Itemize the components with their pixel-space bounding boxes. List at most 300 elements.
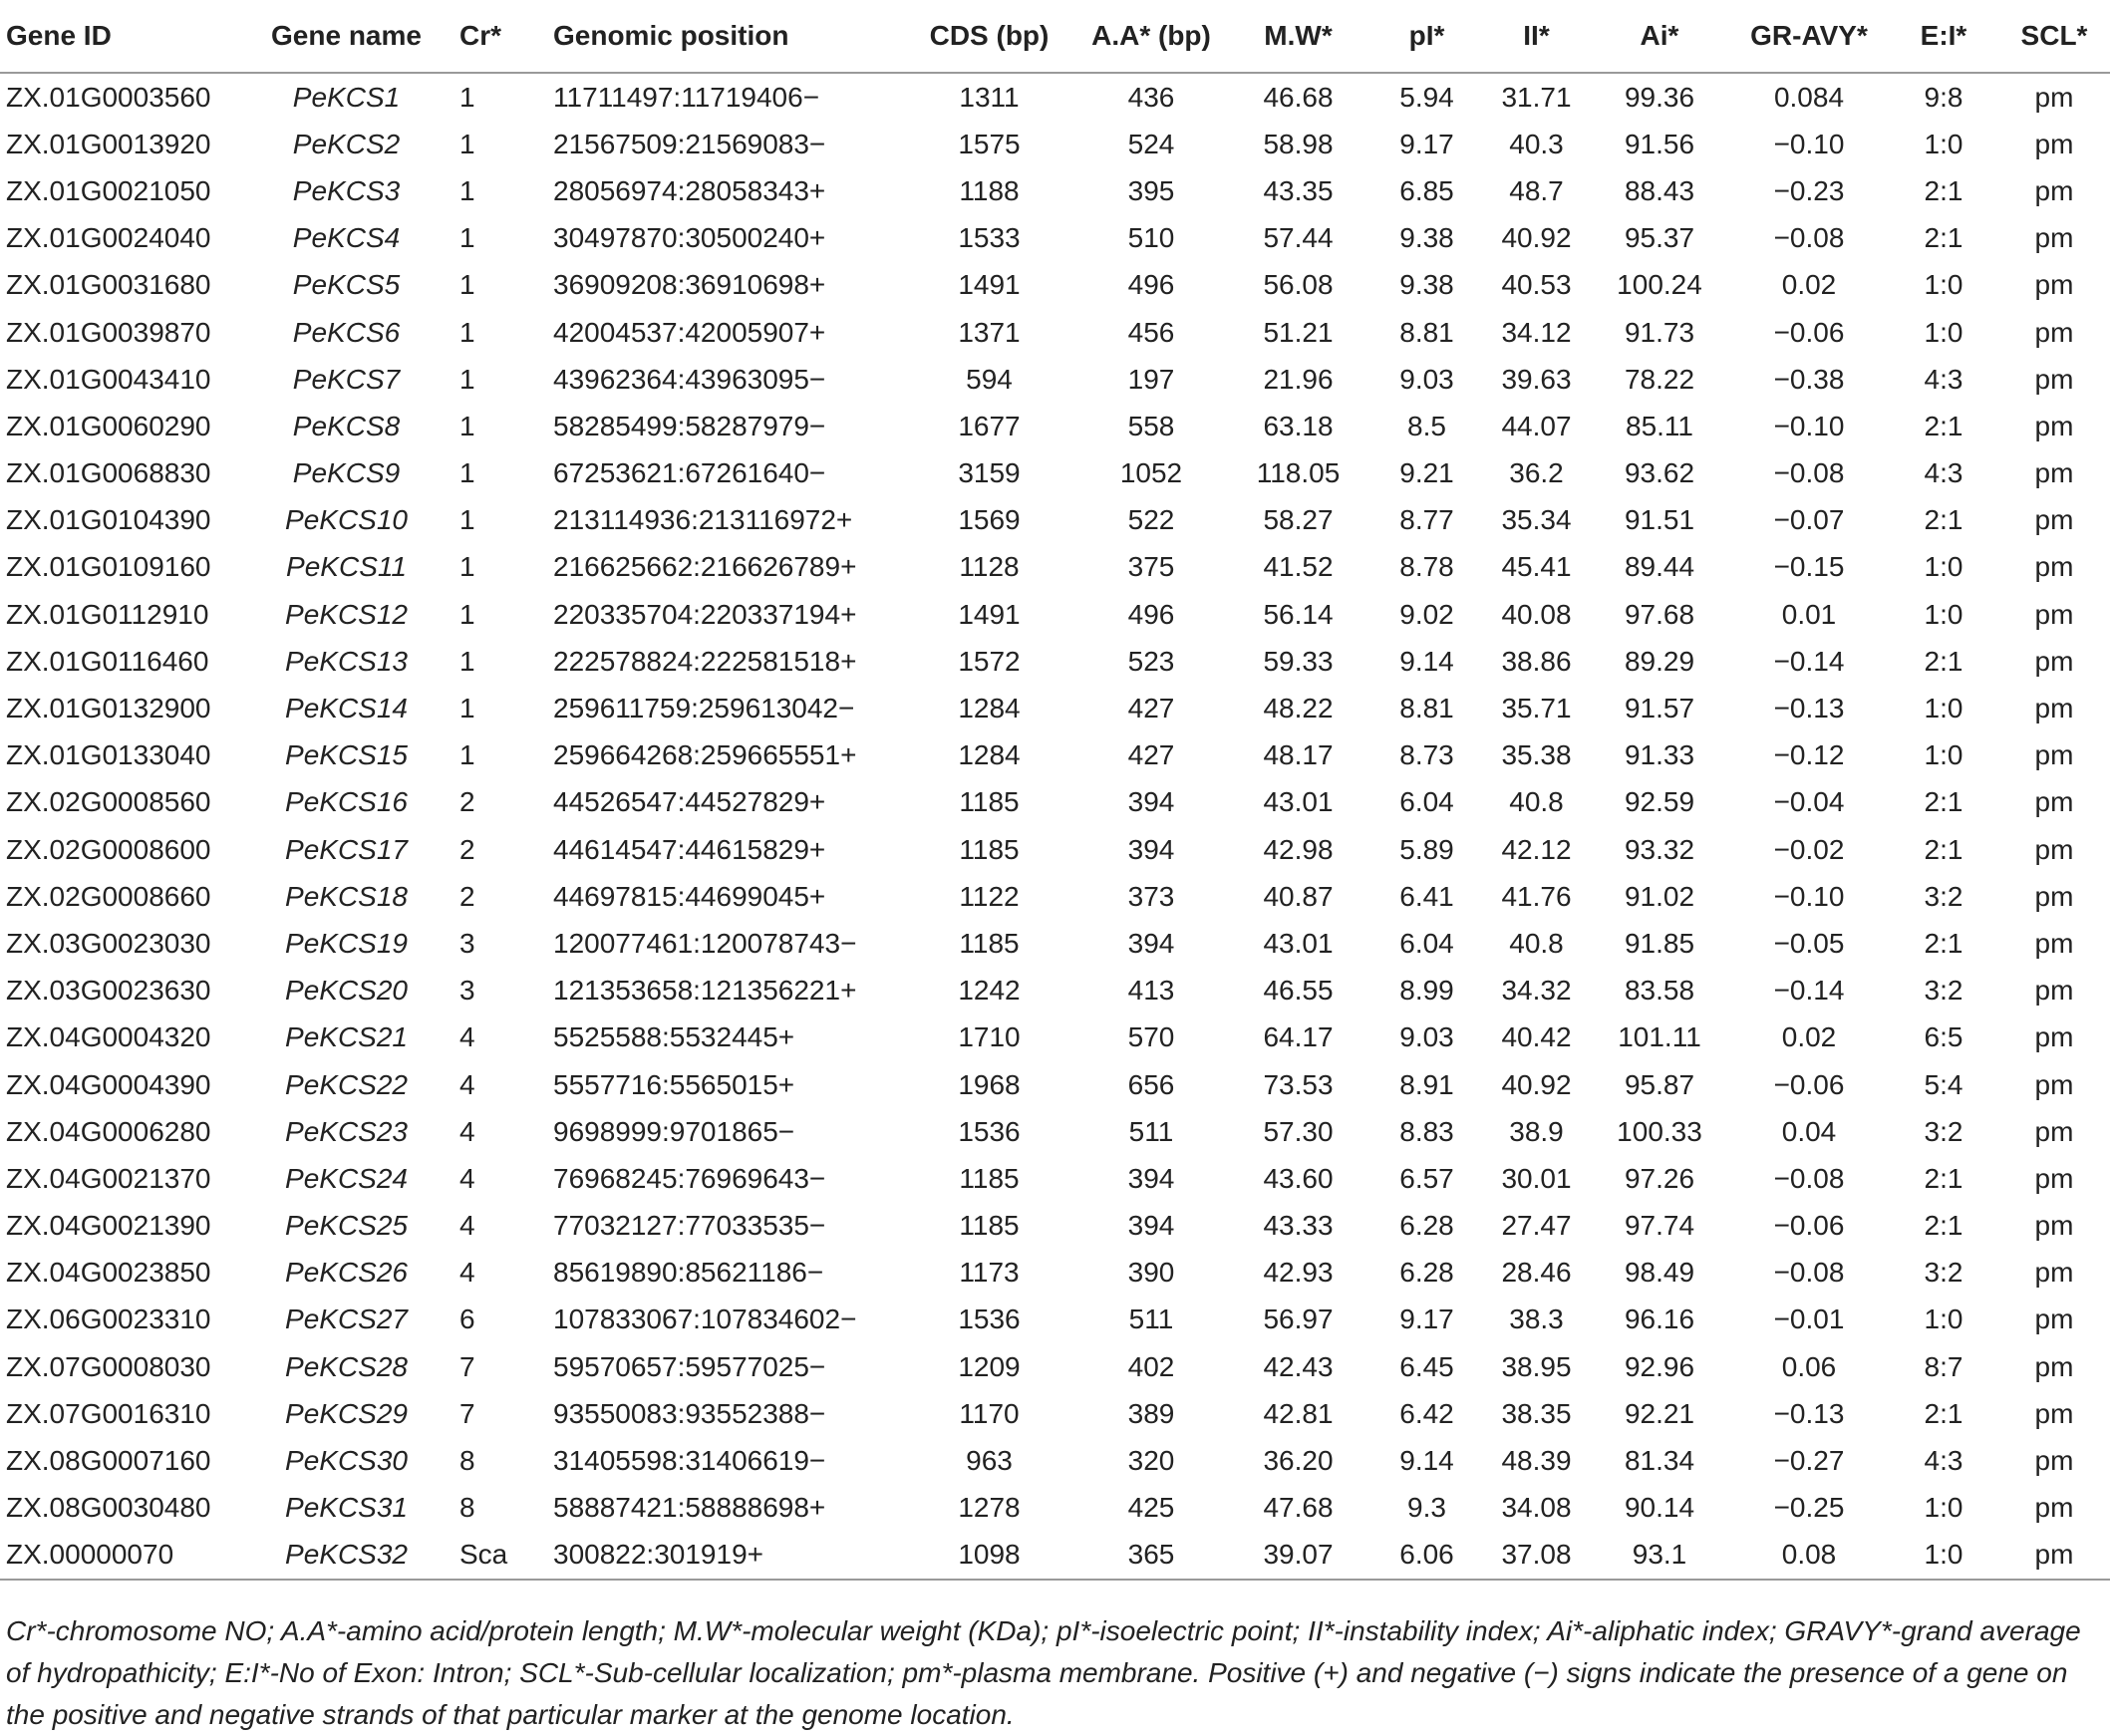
cell-gene-id: ZX.01G0068830 <box>6 457 211 489</box>
cell-molecular-weight: 47.68 <box>1263 1492 1334 1524</box>
cell-aliphatic-index: 92.96 <box>1624 1350 1695 1382</box>
cell-amino-acid: 394 <box>1127 1210 1175 1242</box>
cell-amino-acid: 511 <box>1128 1115 1174 1147</box>
cell-amino-acid: 425 <box>1127 1492 1175 1524</box>
cell-genomic-position: 5557716:5565015+ <box>553 1068 795 1100</box>
cell-exon-intron: 1:0 <box>1924 739 1963 771</box>
cell-gene-name: PeKCS20 <box>285 975 408 1007</box>
cell-chromosome: 4 <box>459 1068 475 1100</box>
cell-amino-acid: 427 <box>1127 693 1175 724</box>
column-header-pi: pI* <box>1370 0 1483 73</box>
cell-scl: pm <box>2034 739 2074 771</box>
cell-aliphatic-index: 91.56 <box>1624 128 1695 159</box>
cell-pi: 9.17 <box>1399 1303 1454 1335</box>
cell-chromosome: 6 <box>459 1303 475 1335</box>
cell-pi: 8.99 <box>1399 975 1454 1007</box>
cell-amino-acid: 496 <box>1127 598 1175 630</box>
cell-scl: pm <box>2034 1021 2074 1053</box>
cell-gravy: −0.06 <box>1773 1068 1845 1100</box>
cell-pi: 6.28 <box>1399 1257 1454 1289</box>
cell-genomic-position: 58285499:58287979− <box>553 410 826 441</box>
cell-instability-index: 40.08 <box>1501 598 1572 630</box>
cell-molecular-weight: 56.14 <box>1263 598 1334 630</box>
cell-gravy: −0.10 <box>1773 410 1845 441</box>
cell-gene-id: ZX.01G0060290 <box>6 410 211 441</box>
cell-cds: 1098 <box>902 1532 1076 1580</box>
cell-gravy: −0.08 <box>1773 1257 1845 1289</box>
cell-cds: 1968 <box>958 1068 1021 1100</box>
cell-gene-id: ZX.07G0008030 <box>6 1350 211 1382</box>
cell-scl: pm <box>2034 363 2074 395</box>
cell-exon-intron: 1:0 <box>1924 269 1963 301</box>
cell-gene-id: ZX.01G0024040 <box>6 222 211 254</box>
cell-pi: 9.38 <box>1399 222 1454 254</box>
cell-molecular-weight: 43.01 <box>1263 927 1334 959</box>
cell-instability-index: 40.53 <box>1501 269 1572 301</box>
table-row <box>0 450 2110 497</box>
column-header-chromosome: Cr* <box>453 0 553 73</box>
cell-chromosome: 2 <box>459 880 475 912</box>
cell-instability-index: 40.3 <box>1509 128 1564 159</box>
cell-cds: 1533 <box>958 222 1021 254</box>
cell-instability-index: 39.63 <box>1501 363 1572 395</box>
cell-gravy: −0.08 <box>1773 457 1845 489</box>
cell-gravy: −0.02 <box>1773 833 1845 865</box>
cell-pi: 9.17 <box>1399 128 1454 159</box>
cell-genomic-position: 222578824:222581518+ <box>553 645 857 677</box>
cell-chromosome: 2 <box>459 833 475 865</box>
cell-gene-id: ZX.04G0004320 <box>6 1021 211 1053</box>
cell-exon-intron: 1:0 <box>1924 316 1963 348</box>
cell-aliphatic-index: 99.36 <box>1624 81 1695 113</box>
table-row <box>0 685 2110 731</box>
cell-instability-index: 37.08 <box>1483 1532 1590 1580</box>
cell-genomic-position: 67253621:67261640− <box>553 457 826 489</box>
cell-pi: 8.78 <box>1399 551 1454 583</box>
cell-scl: pm <box>2034 927 2074 959</box>
cell-exon-intron: 3:2 <box>1924 1257 1963 1289</box>
cell-cds: 1209 <box>958 1350 1021 1382</box>
table-header-row <box>0 0 2110 73</box>
cell-instability-index: 38.95 <box>1501 1350 1572 1382</box>
cell-instability-index: 38.9 <box>1509 1115 1564 1147</box>
cell-aliphatic-index: 91.57 <box>1624 693 1695 724</box>
cell-aliphatic-index: 101.11 <box>1618 1021 1701 1053</box>
cell-cds: 1128 <box>959 551 1020 583</box>
cell-cds: 1284 <box>958 693 1021 724</box>
cell-genomic-position: 9698999:9701865− <box>553 1115 795 1147</box>
cell-chromosome: 1 <box>459 222 475 254</box>
cell-gene-id: ZX.03G0023630 <box>6 975 211 1007</box>
cell-aliphatic-index: 85.11 <box>1626 410 1693 441</box>
cell-amino-acid: 395 <box>1127 174 1175 206</box>
cell-aliphatic-index: 96.16 <box>1624 1303 1695 1335</box>
cell-cds: 1536 <box>958 1303 1021 1335</box>
cell-gravy: −0.06 <box>1773 1210 1845 1242</box>
cell-instability-index: 40.92 <box>1501 1068 1572 1100</box>
cell-gene-id: ZX.00000070 <box>0 1532 239 1580</box>
cell-exon-intron: 2:1 <box>1924 410 1963 441</box>
cell-genomic-position: 216625662:216626789+ <box>553 551 857 583</box>
cell-pi: 9.03 <box>1399 1021 1454 1053</box>
cell-instability-index: 45.41 <box>1501 551 1572 583</box>
cell-gravy: −0.25 <box>1773 1492 1845 1524</box>
cell-genomic-position: 21567509:21569083− <box>553 128 826 159</box>
cell-chromosome: 1 <box>459 174 475 206</box>
cell-molecular-weight: 48.17 <box>1263 739 1334 771</box>
cell-exon-intron: 3:2 <box>1924 975 1963 1007</box>
cell-exon-intron: 2:1 <box>1924 645 1963 677</box>
cell-molecular-weight: 43.60 <box>1263 1162 1334 1194</box>
cell-genomic-position: 77032127:77033535− <box>553 1210 826 1242</box>
cell-molecular-weight: 42.98 <box>1263 833 1334 865</box>
cell-gravy: −0.13 <box>1773 693 1845 724</box>
cell-pi: 6.04 <box>1399 927 1454 959</box>
cell-instability-index: 34.12 <box>1501 316 1572 348</box>
cell-gene-id: ZX.01G0104390 <box>6 504 211 536</box>
cell-gravy: −0.23 <box>1773 174 1845 206</box>
cell-aliphatic-index: 93.1 <box>1590 1532 1729 1580</box>
cell-amino-acid: 522 <box>1127 504 1175 536</box>
table-row <box>0 73 2110 121</box>
cell-genomic-position: 300822:301919+ <box>553 1532 902 1580</box>
cell-amino-acid: 394 <box>1127 1162 1175 1194</box>
column-header-exon-intron: E:I* <box>1889 0 1998 73</box>
cell-exon-intron: 4:3 <box>1924 363 1963 395</box>
cell-molecular-weight: 42.93 <box>1263 1257 1334 1289</box>
cell-amino-acid: 570 <box>1127 1021 1175 1053</box>
cell-instability-index: 27.47 <box>1501 1210 1572 1242</box>
cell-pi: 5.94 <box>1399 81 1454 113</box>
cell-amino-acid: 390 <box>1127 1257 1175 1289</box>
cell-cds: 1284 <box>958 739 1021 771</box>
cell-molecular-weight: 63.18 <box>1263 410 1334 441</box>
cell-genomic-position: 213114936:213116972+ <box>553 504 853 536</box>
cell-gene-name: PeKCS7 <box>292 363 401 395</box>
cell-instability-index: 31.71 <box>1501 81 1572 113</box>
cell-scl: pm <box>2034 410 2074 441</box>
cell-amino-acid: 511 <box>1128 1303 1174 1335</box>
cell-instability-index: 38.3 <box>1509 1303 1564 1335</box>
cell-gene-name: PeKCS29 <box>285 1397 408 1429</box>
cell-gravy: 0.08 <box>1729 1532 1889 1580</box>
table-row <box>0 403 2110 449</box>
table-row <box>0 262 2110 309</box>
cell-cds: 1185 <box>959 786 1020 818</box>
cell-scl: pm <box>2034 880 2074 912</box>
cell-scl: pm <box>2034 1397 2074 1429</box>
cell-gene-id: ZX.01G0039870 <box>6 316 211 348</box>
cell-exon-intron: 2:1 <box>1924 927 1963 959</box>
cell-amino-acid: 456 <box>1127 316 1175 348</box>
cell-gene-name: PeKCS6 <box>292 316 401 348</box>
cell-cds: 1491 <box>958 598 1021 630</box>
column-header-cds: CDS (bp) <box>902 0 1076 73</box>
cell-amino-acid: 373 <box>1127 880 1175 912</box>
cell-pi: 8.81 <box>1399 316 1454 348</box>
cell-instability-index: 48.7 <box>1509 174 1564 206</box>
cell-amino-acid: 365 <box>1076 1532 1226 1580</box>
cell-cds: 963 <box>966 1445 1013 1477</box>
cell-gene-id: ZX.01G0031680 <box>6 269 211 301</box>
table-row <box>0 497 2110 544</box>
cell-cds: 1185 <box>959 833 1020 865</box>
table-row <box>0 1250 2110 1297</box>
cell-gene-name: PeKCS28 <box>285 1350 408 1382</box>
cell-gene-id: ZX.04G0021370 <box>6 1162 211 1194</box>
cell-molecular-weight: 42.43 <box>1263 1350 1334 1382</box>
table-row <box>0 826 2110 873</box>
cell-cds: 1311 <box>959 81 1020 113</box>
table-row <box>0 1061 2110 1108</box>
cell-amino-acid: 320 <box>1127 1445 1175 1477</box>
cell-scl: pm <box>2034 645 2074 677</box>
cell-gene-id: ZX.08G0030480 <box>6 1492 211 1524</box>
cell-gravy: −0.08 <box>1773 1162 1845 1194</box>
table-row <box>0 1297 2110 1343</box>
cell-gravy: −0.10 <box>1773 128 1845 159</box>
cell-chromosome: 3 <box>459 975 475 1007</box>
cell-molecular-weight: 64.17 <box>1263 1021 1334 1053</box>
cell-cds: 1122 <box>959 880 1020 912</box>
cell-genomic-position: 44526547:44527829+ <box>553 786 826 818</box>
cell-genomic-position: 11711497:11719406− <box>553 81 820 113</box>
cell-pi: 9.02 <box>1399 598 1454 630</box>
cell-aliphatic-index: 95.87 <box>1624 1068 1695 1100</box>
cell-scl: pm <box>2034 174 2074 206</box>
cell-aliphatic-index: 92.21 <box>1624 1397 1695 1429</box>
cell-chromosome: 1 <box>459 457 475 489</box>
cell-molecular-weight: 46.68 <box>1263 81 1334 113</box>
cell-genomic-position: 93550083:93552388− <box>553 1397 826 1429</box>
cell-pi: 9.21 <box>1399 457 1454 489</box>
column-header-scl: SCL* <box>1998 0 2110 73</box>
cell-chromosome: 7 <box>459 1397 475 1429</box>
cell-gene-id: ZX.01G0112910 <box>6 598 209 630</box>
cell-instability-index: 41.76 <box>1501 880 1572 912</box>
table-row <box>0 873 2110 920</box>
cell-gene-name: PeKCS1 <box>292 81 401 113</box>
cell-instability-index: 40.8 <box>1509 786 1564 818</box>
cell-instability-index: 35.38 <box>1501 739 1572 771</box>
cell-amino-acid: 375 <box>1127 551 1175 583</box>
cell-chromosome: 8 <box>459 1492 475 1524</box>
cell-cds: 1371 <box>958 316 1021 348</box>
cell-genomic-position: 59570657:59577025− <box>553 1350 826 1382</box>
cell-genomic-position: 85619890:85621186− <box>553 1257 824 1289</box>
cell-scl: pm <box>2034 975 2074 1007</box>
cell-gene-name: PeKCS15 <box>285 739 408 771</box>
cell-exon-intron: 2:1 <box>1924 1162 1963 1194</box>
cell-amino-acid: 197 <box>1127 363 1175 395</box>
cell-gene-name: PeKCS22 <box>285 1068 408 1100</box>
cell-molecular-weight: 36.20 <box>1263 1445 1334 1477</box>
cell-pi: 9.3 <box>1407 1492 1446 1524</box>
cell-amino-acid: 389 <box>1127 1397 1175 1429</box>
cell-chromosome: 1 <box>459 316 475 348</box>
cell-amino-acid: 436 <box>1127 81 1175 113</box>
column-header-gene-name: Gene name <box>239 0 453 73</box>
cell-genomic-position: 107833067:107834602− <box>553 1303 857 1335</box>
cell-pi: 8.73 <box>1399 739 1454 771</box>
cell-gene-id: ZX.04G0021390 <box>6 1210 211 1242</box>
cell-aliphatic-index: 91.02 <box>1624 880 1695 912</box>
table-row <box>0 1203 2110 1250</box>
cell-pi: 6.42 <box>1399 1397 1454 1429</box>
cell-instability-index: 42.12 <box>1501 833 1572 865</box>
column-header-gravy: GR-AVY* <box>1729 0 1889 73</box>
cell-chromosome: 1 <box>459 504 475 536</box>
cell-genomic-position: 5525588:5532445+ <box>553 1021 795 1053</box>
cell-gene-name: PeKCS25 <box>285 1210 408 1242</box>
cell-exon-intron: 5:4 <box>1924 1068 1963 1100</box>
cell-scl: pm <box>2034 222 2074 254</box>
cell-scl: pm <box>2034 81 2074 113</box>
cell-exon-intron: 2:1 <box>1924 1397 1963 1429</box>
cell-scl: pm <box>2034 1068 2074 1100</box>
cell-scl: pm <box>2034 1445 2074 1477</box>
cell-gravy: −0.06 <box>1773 316 1845 348</box>
cell-gravy: −0.14 <box>1773 975 1845 1007</box>
cell-gravy: 0.06 <box>1781 1350 1837 1382</box>
cell-gene-name: PeKCS26 <box>285 1257 408 1289</box>
cell-pi: 9.38 <box>1399 269 1454 301</box>
cell-gene-name: PeKCS24 <box>285 1162 408 1194</box>
cell-molecular-weight: 56.08 <box>1263 269 1334 301</box>
cell-amino-acid: 394 <box>1127 927 1175 959</box>
cell-gravy: −0.38 <box>1773 363 1845 395</box>
cell-instability-index: 35.71 <box>1501 693 1572 724</box>
cell-cds: 1185 <box>959 927 1020 959</box>
cell-molecular-weight: 73.53 <box>1263 1068 1334 1100</box>
table-footnote: Cr*-chromosome NO; A.A*-amino acid/protein length; M.W*-molecular weight (KDa); pI*-isoelectric point; II*-instability index; Ai*-aliphatic index; GRAVY*-grand average of hydropathicity; E:I*-No of Exon: Intron; SCL*-Sub-cellular localization; pm*-plasma membrane. Positive (+) and negative (−) signs indicate the presence of a gene on the positive and negative strands of that particular marker at the genome location. <box>6 1615 2081 1730</box>
table-row <box>0 779 2110 826</box>
cell-gravy: −0.13 <box>1773 1397 1845 1429</box>
cell-amino-acid: 510 <box>1127 222 1175 254</box>
table-row <box>0 1437 2110 1484</box>
cell-pi: 6.45 <box>1399 1350 1454 1382</box>
cell-gene-id: ZX.04G0006280 <box>6 1115 211 1147</box>
table-row <box>0 167 2110 214</box>
cell-cds: 1278 <box>958 1492 1021 1524</box>
table-row <box>0 121 2110 167</box>
column-header-amino-acid: A.A* (bp) <box>1076 0 1226 73</box>
cell-exon-intron: 2:1 <box>1924 1210 1963 1242</box>
cell-molecular-weight: 39.07 <box>1226 1532 1370 1580</box>
cell-molecular-weight: 57.44 <box>1263 222 1334 254</box>
cell-aliphatic-index: 83.58 <box>1624 975 1695 1007</box>
cell-cds: 1185 <box>959 1162 1020 1194</box>
cell-exon-intron: 1:0 <box>1924 551 1963 583</box>
cell-molecular-weight: 43.33 <box>1263 1210 1334 1242</box>
cell-instability-index: 34.08 <box>1501 1492 1572 1524</box>
cell-scl: pm <box>2034 269 2074 301</box>
cell-instability-index: 40.8 <box>1509 927 1564 959</box>
cell-gene-id: ZX.07G0016310 <box>6 1397 211 1429</box>
cell-molecular-weight: 58.98 <box>1263 128 1334 159</box>
cell-scl: pm <box>2034 1115 2074 1147</box>
cell-aliphatic-index: 81.34 <box>1624 1445 1695 1477</box>
cell-amino-acid: 496 <box>1127 269 1175 301</box>
cell-gene-id: ZX.01G0116460 <box>6 645 209 677</box>
cell-cds: 1677 <box>958 410 1021 441</box>
cell-genomic-position: 120077461:120078743− <box>553 927 857 959</box>
cell-pi: 6.04 <box>1399 786 1454 818</box>
cell-exon-intron: 1:0 <box>1924 693 1963 724</box>
cell-scl: pm <box>2034 504 2074 536</box>
cell-instability-index: 34.32 <box>1501 975 1572 1007</box>
cell-pi: 6.28 <box>1399 1210 1454 1242</box>
cell-gravy: −0.08 <box>1773 222 1845 254</box>
cell-gene-id: ZX.01G0133040 <box>6 739 211 771</box>
table-row <box>0 1014 2110 1061</box>
cell-exon-intron: 1:0 <box>1924 128 1963 159</box>
cell-instability-index: 38.86 <box>1501 645 1572 677</box>
cell-genomic-position: 259664268:259665551+ <box>553 739 857 771</box>
cell-exon-intron: 1:0 <box>1924 1303 1963 1335</box>
table-row <box>0 1390 2110 1437</box>
cell-gravy: −0.05 <box>1773 927 1845 959</box>
table-row <box>0 1485 2110 1532</box>
cell-gene-name: PeKCS14 <box>285 693 408 724</box>
cell-instability-index: 30.01 <box>1501 1162 1572 1194</box>
cell-instability-index: 35.34 <box>1501 504 1572 536</box>
cell-molecular-weight: 40.87 <box>1263 880 1334 912</box>
cell-aliphatic-index: 89.29 <box>1624 645 1695 677</box>
cell-pi: 6.57 <box>1399 1162 1454 1194</box>
column-header-aliphatic-index: Ai* <box>1590 0 1729 73</box>
cell-gravy: −0.14 <box>1773 645 1845 677</box>
cell-gravy: −0.10 <box>1773 880 1845 912</box>
cell-scl: pm <box>2034 1303 2074 1335</box>
cell-scl: pm <box>2034 1162 2074 1194</box>
cell-aliphatic-index: 100.33 <box>1617 1115 1702 1147</box>
cell-chromosome: 8 <box>459 1445 475 1477</box>
cell-pi: 9.14 <box>1399 645 1454 677</box>
cell-amino-acid: 402 <box>1127 1350 1175 1382</box>
cell-exon-intron: 3:2 <box>1924 1115 1963 1147</box>
cell-exon-intron: 2:1 <box>1924 504 1963 536</box>
cell-chromosome: 1 <box>459 363 475 395</box>
cell-aliphatic-index: 89.44 <box>1624 551 1695 583</box>
cell-exon-intron: 2:1 <box>1924 833 1963 865</box>
cell-aliphatic-index: 91.51 <box>1624 504 1695 536</box>
cell-amino-acid: 1052 <box>1119 457 1183 489</box>
cell-aliphatic-index: 91.85 <box>1624 927 1695 959</box>
cell-chromosome: 1 <box>459 693 475 724</box>
cell-cds: 1242 <box>958 975 1021 1007</box>
cell-genomic-position: 220335704:220337194+ <box>553 598 857 630</box>
cell-amino-acid: 413 <box>1127 975 1175 1007</box>
cell-exon-intron: 2:1 <box>1924 222 1963 254</box>
cell-scl: pm <box>2034 551 2074 583</box>
cell-scl: pm <box>2034 598 2074 630</box>
cell-gene-id: ZX.01G0132900 <box>6 693 211 724</box>
cell-chromosome: 4 <box>459 1210 475 1242</box>
cell-instability-index: 40.42 <box>1501 1021 1572 1053</box>
cell-chromosome: 3 <box>459 927 475 959</box>
cell-aliphatic-index: 95.37 <box>1624 222 1695 254</box>
cell-chromosome: 4 <box>459 1115 475 1147</box>
cell-pi: 6.06 <box>1370 1532 1483 1580</box>
cell-molecular-weight: 43.01 <box>1263 786 1334 818</box>
cell-exon-intron: 1:0 <box>1889 1532 1998 1580</box>
cell-pi: 9.03 <box>1399 363 1454 395</box>
cell-instability-index: 40.92 <box>1501 222 1572 254</box>
table-row <box>0 638 2110 685</box>
cell-gene-name: PeKCS27 <box>285 1303 408 1335</box>
cell-aliphatic-index: 78.22 <box>1624 363 1695 395</box>
